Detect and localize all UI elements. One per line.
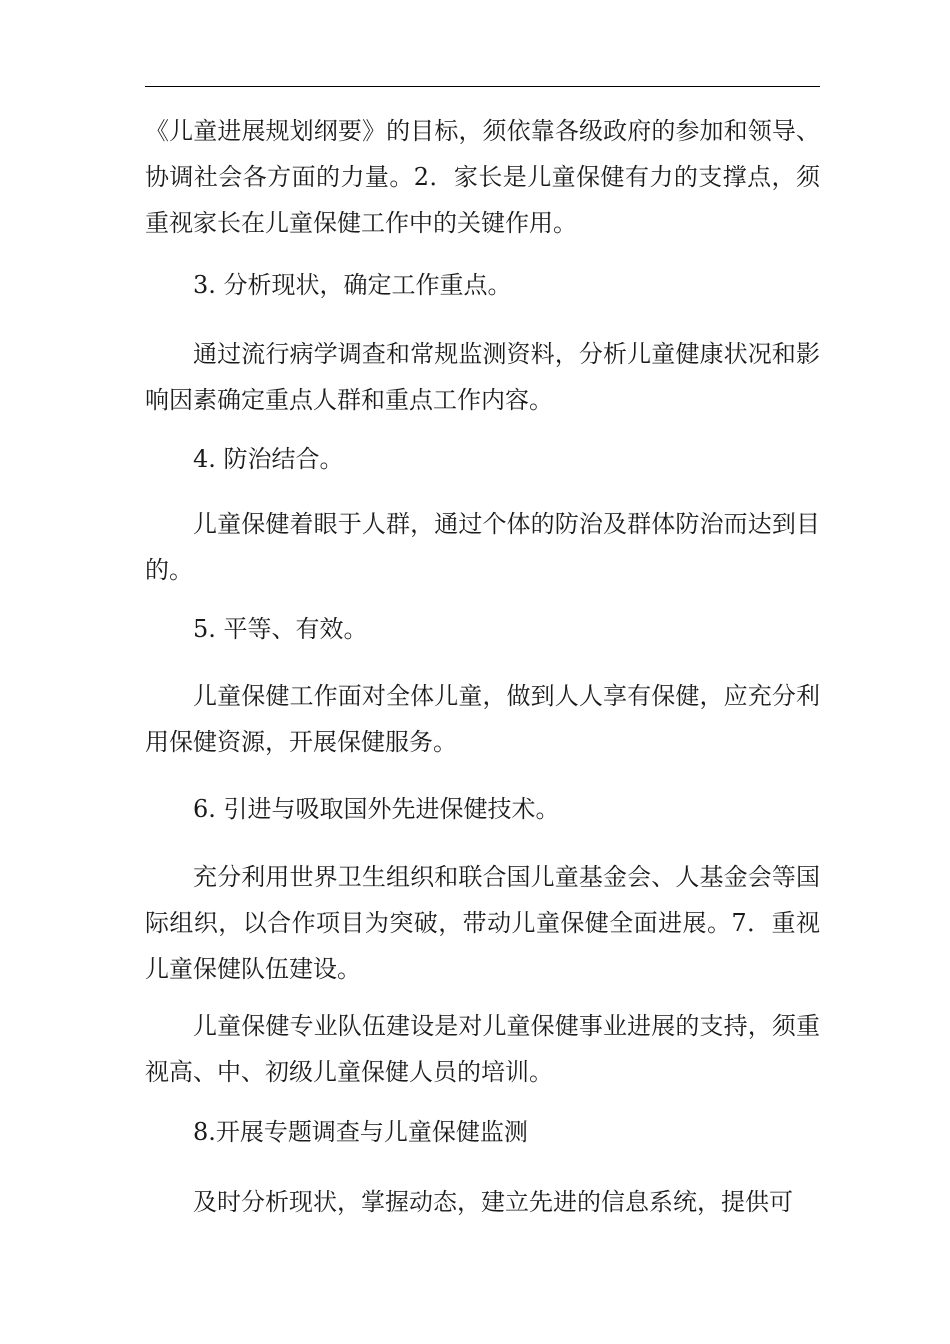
header-rule	[145, 86, 820, 87]
body-paragraph: 《儿童进展规划纲要》的目标，须依靠各级政府的参加和领导、协调社会各方面的力量。2．家长是儿童保健有力的支撑点，须重视家长在儿童保健工作中的关键作用。	[145, 117, 820, 237]
section-heading: 8.开展专题调查与儿童保健监测	[193, 1118, 528, 1146]
body-paragraph: 及时分析现状，掌握动态，建立先进的信息系统，提供可	[193, 1188, 793, 1216]
section-heading: 3. 分析现状，确定工作重点。	[193, 271, 512, 299]
section-heading: 6. 引进与吸取国外先进保健技术。	[193, 795, 560, 823]
section-heading: 5. 平等、有效。	[193, 615, 368, 643]
body-paragraph: 充分利用世界卫生组织和联合国儿童基金会、人基金会等国际组织，以合作项目为突破，带动儿童保健全面进展。7．重视儿童保健队伍建设。	[145, 863, 820, 983]
body-paragraph: 儿童保健工作面对全体儿童，做到人人享有保健，应充分利用保健资源，开展保健服务。	[145, 682, 820, 756]
body-paragraph: 儿童保健着眼于人群，通过个体的防治及群体防治而达到目的。	[145, 510, 820, 584]
body-paragraph: 儿童保健专业队伍建设是对儿童保健事业进展的支持，须重视高、中、初级儿童保健人员的培训。	[145, 1012, 820, 1086]
body-paragraph: 通过流行病学调查和常规监测资料，分析儿童健康状况和影响因素确定重点人群和重点工作内容。	[145, 340, 820, 414]
section-heading: 4. 防治结合。	[193, 445, 344, 473]
